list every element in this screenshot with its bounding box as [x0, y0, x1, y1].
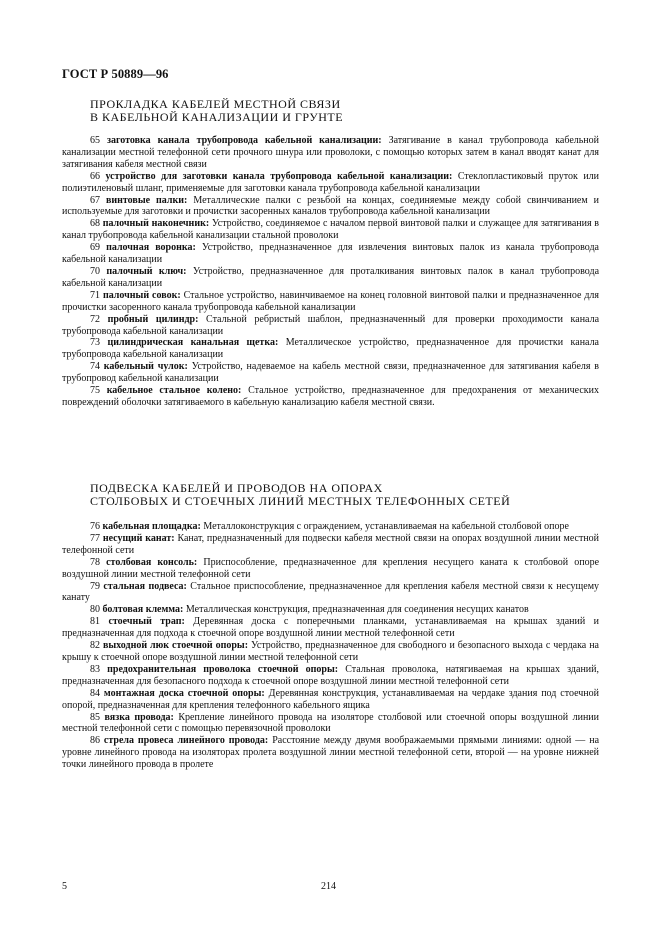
term-entry — [62, 712, 599, 736]
document-code: ГОСТ Р 50889—96 — [62, 67, 169, 81]
entry-definition: Металлические палки с резьбой на концах, соединяемые между собой свинчиванием и используемые для заготовки и прочистки засоренных каналов трубопровода кабельной канализации — [62, 194, 600, 218]
entry-definition: Металлическая конструкция, предназначенная для соединения несущих канатов — [185, 604, 529, 616]
entry-number: 81 — [90, 616, 100, 628]
entry-number: 76 — [90, 521, 100, 532]
entry-number: 86 — [90, 735, 100, 747]
entry-number: 70 — [90, 265, 100, 277]
entry-number: 82 — [90, 640, 100, 652]
term-entry — [62, 533, 599, 557]
entry-term: кабельная площадка: — [102, 521, 201, 532]
entry-term: болтовая клемма: — [102, 604, 184, 616]
entry-number: 84 — [90, 687, 100, 699]
section-title-cable-laying — [90, 98, 610, 124]
entry-number: 65 — [90, 135, 100, 146]
entry-term: кабельный чулок: — [103, 361, 188, 373]
entry-number: 85 — [90, 711, 100, 723]
term-entry — [62, 290, 599, 314]
term-entry — [62, 195, 599, 219]
term-entry — [62, 664, 599, 688]
entry-term: стальная подвеса: — [103, 580, 187, 592]
entry-term: палочная воронка: — [106, 242, 196, 254]
entry-number: 79 — [90, 580, 100, 592]
entry-term: цилиндрическая канальная щетка: — [107, 337, 279, 349]
entry-definition: Металлоконструкция с ограждением, устанавливаемая на кабельной столбовой опоре — [203, 521, 569, 532]
entry-definition: Устройство, предназначенное для извлечения винтовых палок из канала трубопровода кабельной канализации — [62, 242, 600, 266]
term-entry — [62, 616, 599, 640]
entry-number: 80 — [90, 604, 100, 616]
term-entry — [62, 314, 599, 338]
term-entry — [62, 135, 599, 171]
entry-term: столбовая консоль: — [106, 556, 198, 568]
term-entry — [62, 337, 599, 361]
entry-definition: Стальной ребристый шаблон, предназначенный для проверки проходимости канала трубопровода кабельной канализации — [62, 313, 600, 337]
entry-definition: Стальное устройство, предназначенное для предохранения от механических повреждений оболочки затягиваемого в кабельную канализацию кабеля местной связи. — [62, 385, 599, 408]
entry-definition: Затягивание в канал трубопровода кабельной канализации местной телефонной сети прочного шнура или проволоки, с помощью которых затем в канал вводят канат для затягивания кабеля местной связи — [62, 135, 600, 170]
entry-definition: Стальное приспособление, предназначенное для крепления кабеля местной связи к несущему канату — [62, 580, 600, 604]
entry-term: палочный ключ: — [106, 265, 187, 277]
entry-number: 73 — [90, 337, 100, 349]
entry-definition: Устройство, предназначенное для проталкивания винтовых палок в канал трубопровода кабельной канализации — [62, 265, 600, 289]
section-title-line: СТОЛБОВЫХ И СТОЕЧНЫХ ЛИНИЙ МЕСТНЫХ ТЕЛЕФОННЫХ СЕТЕЙ — [90, 494, 511, 508]
footer-left-number: 5 — [62, 881, 67, 892]
entry-term: стрела провеса линейного провода: — [103, 735, 269, 747]
entry-term: предохранительная проволока стоечной опоры: — [107, 663, 339, 675]
entry-definition: Металлическое устройство, предназначенное для прочистки канала трубопровода кабельной канализации — [62, 337, 599, 361]
term-entry — [62, 242, 599, 266]
entry-definition: Стеклопластиковый пруток или полиэтиленовый шланг, применяемые для заготовки канала трубопровода кабельной канализации — [62, 170, 600, 194]
entry-number: 67 — [90, 194, 100, 206]
entry-definition: Устройство, надеваемое на кабель местной связи, предназначенное для затягивания кабеля в трубопровод кабельной канализации — [62, 361, 600, 385]
entry-number: 72 — [90, 313, 100, 325]
entry-definition: Деревянная доска с поперечными планками, устанавливаемая на крышах зданий и предназначенная для подхода к стоечной опоре воздушной линии местной телефонной сети — [62, 616, 600, 640]
section-title-line: В КАБЕЛЬНОЙ КАНАЛИЗАЦИИ И ГРУНТЕ — [90, 110, 344, 124]
page-number: 214 — [321, 881, 336, 892]
section-title-pole-suspension — [90, 482, 610, 508]
entries-cable-laying — [62, 135, 599, 409]
entry-number: 71 — [90, 289, 100, 301]
entry-definition: Устройство, соединяемое с началом первой винтовой палки и служащее для затягивания в канал трубопровода кабельной канализации стальной проволоки — [62, 218, 599, 242]
entry-number: 69 — [90, 242, 100, 254]
entry-term: стоечный трап: — [108, 616, 185, 628]
entry-number: 66 — [90, 170, 100, 182]
section-title-line: ПОДВЕСКА КАБЕЛЕЙ И ПРОВОДОВ НА ОПОРАХ — [90, 481, 383, 495]
section-title-line: ПРОКЛАДКА КАБЕЛЕЙ МЕСТНОЙ СВЯЗИ — [90, 97, 341, 111]
entry-number: 77 — [90, 532, 100, 544]
entry-term: выходной люк стоечной опоры: — [102, 640, 249, 652]
entry-term: вязка провода: — [104, 711, 174, 723]
entry-number: 68 — [90, 218, 100, 230]
entry-number: 78 — [90, 556, 100, 568]
entry-number: 83 — [90, 663, 100, 675]
term-entry — [62, 266, 599, 290]
entry-definition: Деревянная конструкция, устанавливаемая на чердаке здания под стоечной опорой, предназначенная для крепления телефонного кабельного ящика — [62, 687, 599, 711]
entry-definition: Стальное устройство, навинчиваемое на конец головной винтовой палки и предназначенное для прочистки засоренного канала трубопровода кабельной канализации — [62, 289, 599, 313]
term-entry — [62, 521, 599, 533]
entry-number: 75 — [90, 385, 100, 397]
term-entry — [62, 218, 599, 242]
entry-term: устройство для заготовки канала трубопровода кабельной канализации: — [105, 170, 453, 182]
term-entry — [62, 688, 599, 712]
term-entry — [62, 557, 599, 581]
entry-definition: Стальная проволока, натягиваемая на крышах зданий, предназначенная для безопасного подхода к стоечной опоре воздушной линии местной телефонной сети — [62, 663, 599, 687]
entries-pole-suspension — [62, 521, 599, 771]
entry-number: 74 — [90, 361, 100, 373]
entry-term: заготовка канала трубопровода кабельной канализации: — [106, 135, 382, 146]
entry-definition: Канат, предназначенный для подвески кабеля местной связи на опорах воздушной линии местной телефонной сети — [62, 532, 600, 556]
entry-definition: Устройство, предназначенное для свободного и безопасного выхода с чердака на крышу к стоечной опоре воздушной линии местной телефонной сети — [62, 640, 599, 663]
entry-term: винтовые палки: — [105, 194, 188, 206]
term-entry — [62, 171, 599, 195]
entry-term: палочный совок: — [102, 289, 181, 301]
term-entry — [62, 581, 599, 605]
term-entry — [62, 385, 599, 409]
term-entry — [62, 640, 599, 664]
entry-definition: Приспособление, предназначенное для крепления несущего каната к столбовой опоре воздушной линии местной телефонной сети — [62, 556, 600, 580]
term-entry — [62, 604, 599, 616]
entry-term: палочный наконечник: — [102, 218, 210, 230]
entry-term: пробный цилиндр: — [107, 313, 199, 325]
term-entry — [62, 361, 599, 385]
entry-term: кабельное стальное колено: — [106, 385, 242, 397]
entry-term: несущий канат: — [102, 532, 175, 544]
entry-term: монтажная доска стоечной опоры: — [103, 687, 265, 699]
term-entry — [62, 735, 599, 771]
entry-definition: Крепление линейного провода на изоляторе столбовой или стоечной опоры воздушной линии местной телефонной сети с помощью перевязочной проволоки — [62, 711, 599, 735]
entry-definition: Расстояние между двумя воображаемыми прямыми линиями: одной — на уровне линейного провода на изоляторах пролета воздушной линии местной телефонной сети, второй — на уровне нижней точки линейного провода в пролете — [62, 735, 600, 771]
